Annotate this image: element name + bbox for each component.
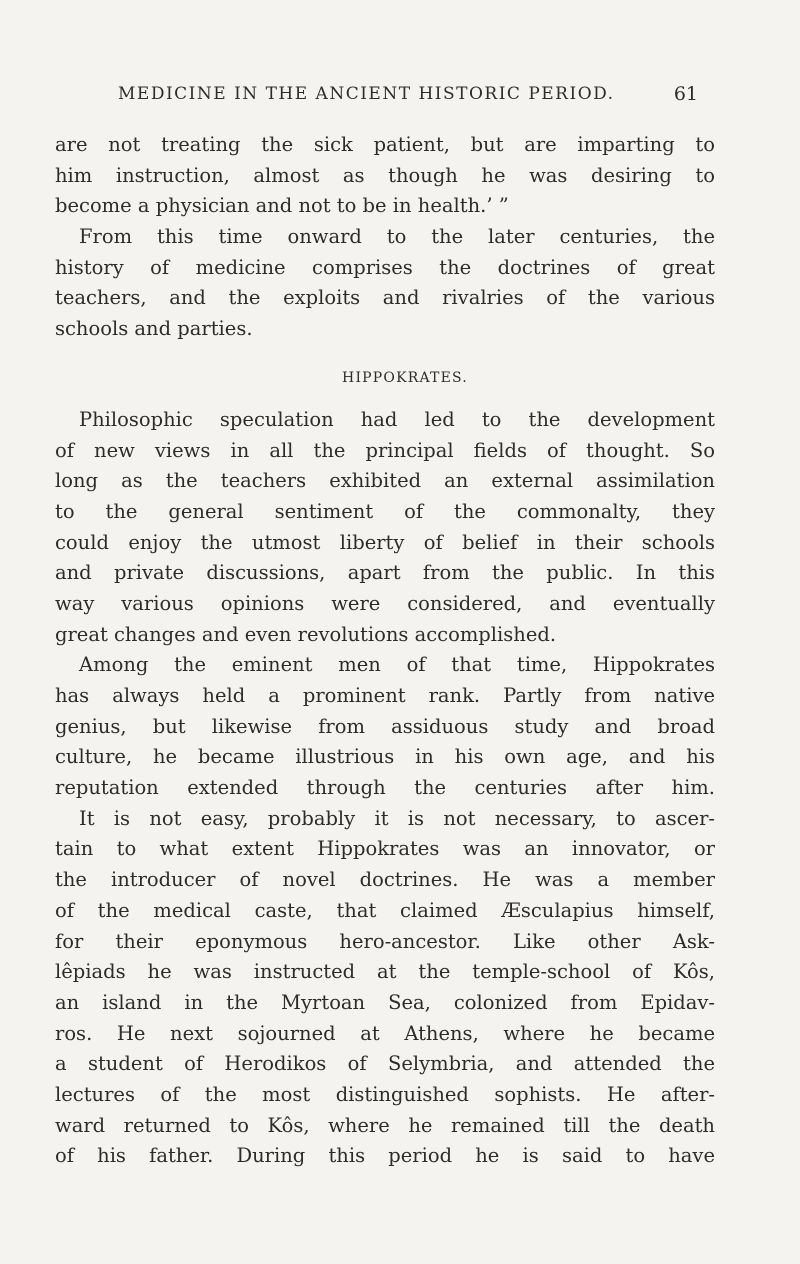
text-line: to the general sentiment of the commonalty, they	[55, 499, 715, 523]
text-line: him instruction, almost as though he was desiring to	[55, 163, 715, 187]
text-line: has always held a prominent rank. Partly from native	[55, 684, 715, 707]
page-number: 61	[673, 83, 698, 105]
text-line: lectures of the most distinguished sophists. He after-	[55, 1082, 715, 1106]
text-line: could enjoy the utmost liberty of belief in their schools	[55, 530, 715, 554]
text-line: Among the eminent men of that time, Hippokrates	[79, 653, 715, 677]
text-line: an island in the Myrtoan Sea, colonized from Epidav-	[55, 990, 715, 1014]
text-line: and private discussions, apart from the public. In this	[55, 561, 715, 585]
text-line: ros. He next sojourned at Athens, where he became	[55, 1021, 715, 1045]
text-line: of his father. During this period he is said to have	[55, 1144, 715, 1168]
text-line: of the medical caste, that claimed Æsculapius himself,	[55, 898, 715, 922]
text-line: schools and parties.	[55, 317, 253, 341]
text-line: history of medicine comprises the doctrines of great	[55, 255, 715, 279]
text-line: for their eponymous hero-ancestor. Like other Ask-	[55, 929, 715, 953]
text-line: are not treating the sick patient, but are imparting to	[55, 133, 715, 156]
text-line: lêpiads he was instructed at the temple-school of Kôs,	[55, 960, 715, 984]
text-line: ward returned to Kôs, where he remained till the death	[55, 1113, 715, 1137]
running-head	[118, 80, 698, 108]
running-title: MEDICINE IN THE ANCIENT HISTORIC PERIOD.	[118, 84, 615, 104]
text-line: reputation extended through the centuries after him.	[55, 776, 715, 800]
text-line: teachers, and the exploits and rivalries of the various	[55, 286, 715, 310]
section-heading: HIPPOKRATES.	[342, 369, 468, 386]
text-line: great changes and even revolutions accomplished.	[55, 622, 557, 646]
text-line: tain to what extent Hippokrates was an innovator, or	[55, 837, 715, 861]
text-line: long as the teachers exhibited an external assimilation	[55, 469, 715, 493]
text-line: From this time onward to the later centuries, the	[79, 225, 715, 249]
text-line: the introducer of novel doctrines. He was a member	[55, 868, 715, 892]
text-line: culture, he became illustrious in his own age, and his	[55, 745, 715, 769]
text-line: become a physician and not to be in health.’ ”	[55, 194, 509, 218]
text-line: of new views in all the principal fields of thought. So	[55, 438, 715, 462]
text-line: way various opinions were considered, and eventually	[55, 591, 715, 615]
text-line: genius, but likewise from assiduous study and broad	[55, 714, 715, 738]
body-text	[55, 130, 715, 1172]
text-line: Philosophic speculation had led to the development	[79, 407, 715, 431]
text-line: a student of Herodikos of Selymbria, and attended the	[55, 1052, 715, 1076]
text-line: It is not easy, probably it is not necessary, to ascer-	[79, 806, 715, 830]
